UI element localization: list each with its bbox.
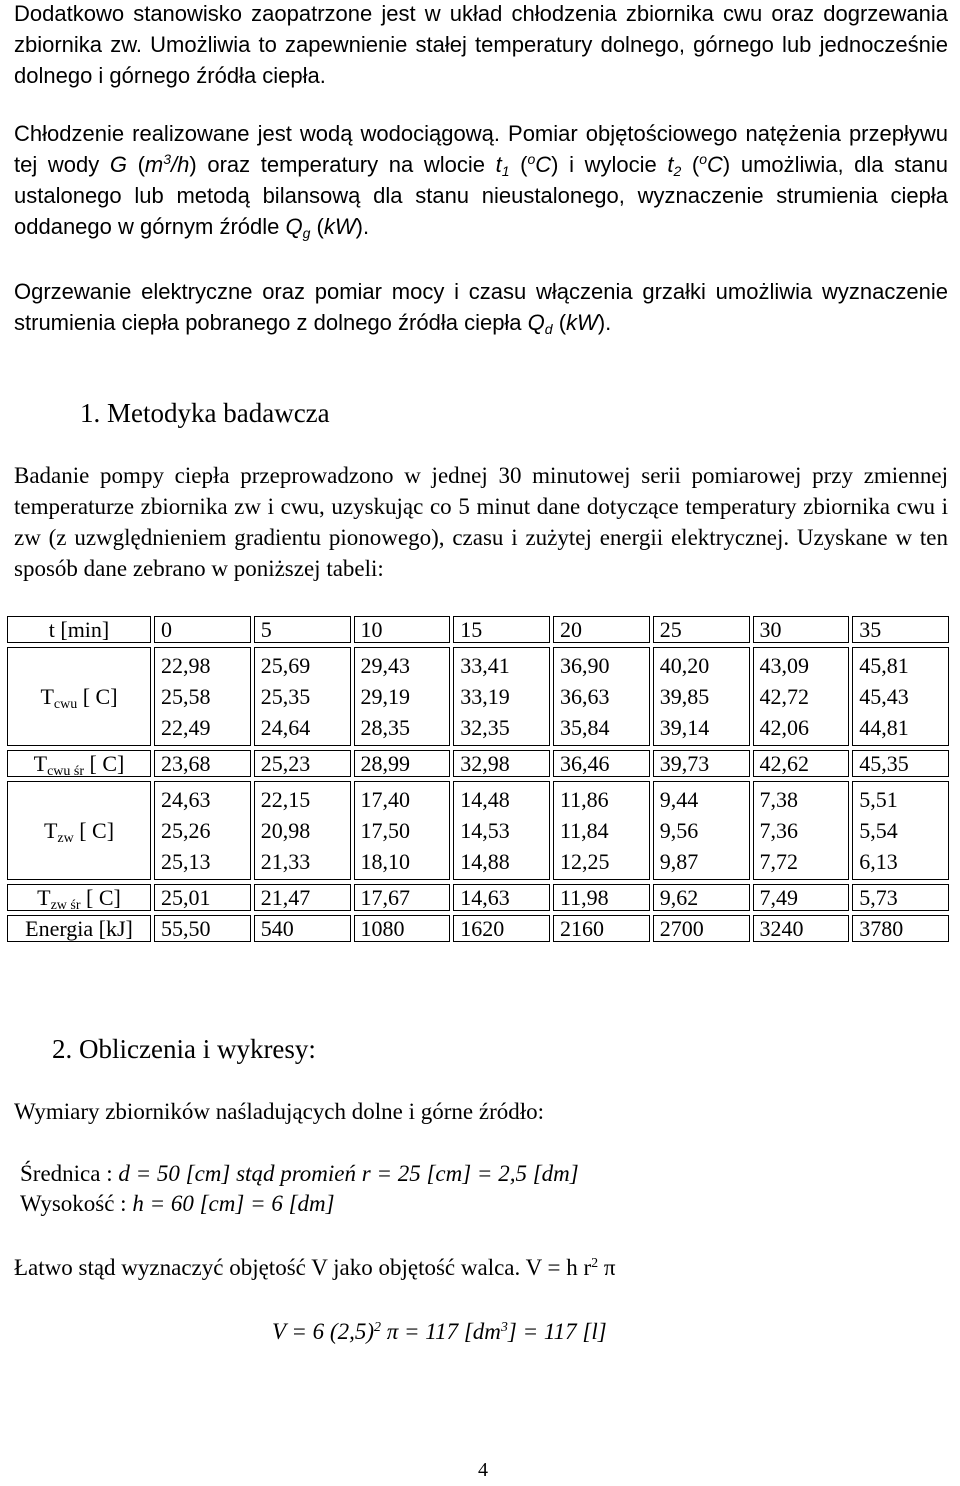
value: 22,49 <box>161 715 211 740</box>
value: 14,88 <box>460 849 510 874</box>
cell-tzwsr-6: 7,49 <box>753 884 850 911</box>
value: 45,43 <box>859 684 909 709</box>
page-number: 4 <box>478 1459 488 1481</box>
value: 22,15 <box>260 787 311 812</box>
text: ( <box>126 152 145 177</box>
cell-tcwu-6 <box>753 647 850 746</box>
value: 20,98 <box>260 818 311 843</box>
dim-value: d = 50 [cm] stąd promień r = 25 [cm] = 2,5 [dm] <box>118 1161 579 1186</box>
value: 25,13 <box>161 849 211 874</box>
row-label-time: t [min] <box>7 616 151 643</box>
cell-tzw-7 <box>852 781 949 880</box>
cell-tzwsr-0: 25,01 <box>154 884 251 911</box>
value: 36,63 <box>560 684 610 709</box>
label-unit: [ C] <box>80 885 121 910</box>
heading-methodology: 1. Metodyka badawcza <box>80 398 330 428</box>
cell-tcwusr-6: 42,62 <box>753 750 850 777</box>
value: 25,58 <box>161 684 211 709</box>
pi-symbol: π <box>598 1255 616 1280</box>
value: 39,14 <box>659 715 710 740</box>
symbol-g: G <box>109 152 127 177</box>
dim-height <box>20 1188 335 1219</box>
unit-c: C <box>535 152 552 177</box>
value: 9,44 <box>659 787 699 812</box>
symbol-qg: Q <box>285 214 303 239</box>
value: 40,20 <box>659 653 710 678</box>
cell-tcwusr-2: 28,99 <box>354 750 451 777</box>
dim-value: h = 60 [cm] = 6 [dm] <box>132 1191 335 1216</box>
paragraph-cooling-setup: Dodatkowo stanowisko zaopatrzone jest w układ chłodzenia zbiornika cwu oraz dogrzewania zbiornika zw. Umożliwia to zapewnienie stałej temperatury dolnego, górnego lub jednocześnie dolnego i górnego źródła ciepła. <box>14 1 948 88</box>
text: ( <box>681 152 700 177</box>
cell-energy-4: 2160 <box>553 915 650 942</box>
text: ) umożliwia, dla stanu ustalonego lub metodą bilansową dla stanu nieustalonego, wyznaczenie strumienia ciepła oddanego w górnym źródle <box>14 152 948 239</box>
value: 32,35 <box>460 715 510 740</box>
cell-t-2: 10 <box>354 616 451 643</box>
cell-energy-0: 55,50 <box>154 915 251 942</box>
cell-t-1: 5 <box>254 616 351 643</box>
label-sub: cwu śr <box>47 764 85 779</box>
text: ] = 117 [l] <box>507 1319 607 1344</box>
dims-intro: Wymiary zbiorników naśladujących dolne i górne źródło: <box>14 1099 545 1124</box>
cell-tzwsr-5: 9,62 <box>653 884 750 911</box>
unit-kw: kW <box>566 310 598 335</box>
value: 43,09 <box>759 653 809 678</box>
paragraph-methodology: Badanie pompy ciepła przeprowadzono w jednej 30 minutowej serii pomiarowej przy zmiennej temperaturze zbiornika zw i cwu, uzyskując co 5 minut dane dotyczące temperatury zbiornika cwu i zw (z uzwględnieniem gradientu pionowego), czasu i zużytej energii elektrycznej. Uzyskane w ten sposób dane zebrano w poniższej tabeli: <box>14 463 948 581</box>
cell-tcwu-5 <box>653 647 750 746</box>
cell-tcwusr-3: 32,98 <box>453 750 550 777</box>
value: 17,50 <box>360 818 410 843</box>
sub-d: d <box>544 321 553 337</box>
value: 29,43 <box>360 653 410 678</box>
text: ) i wylocie <box>551 152 668 177</box>
unit-kw: kW <box>323 214 356 239</box>
sup-2: 2 <box>591 1256 599 1271</box>
cell-tcwu-2 <box>354 647 451 746</box>
value: 25,35 <box>260 684 311 709</box>
value: 35,84 <box>560 715 610 740</box>
text: π = 117 [dm <box>380 1319 501 1344</box>
sup-3: 3 <box>163 151 172 167</box>
value: 11,86 <box>560 787 609 812</box>
table-row-tzwsr <box>7 884 949 911</box>
sub-2: 2 <box>673 163 682 179</box>
table-row-time <box>7 616 949 643</box>
value: 7,72 <box>759 849 798 874</box>
cell-tcwusr-7: 45,35 <box>852 750 949 777</box>
value: 5,54 <box>859 818 898 843</box>
sup-3: 3 <box>500 1320 508 1335</box>
value: 25,69 <box>260 653 311 678</box>
value: 14,48 <box>460 787 510 812</box>
symbol-t1: t <box>495 152 502 177</box>
row-label-tzw <box>7 781 151 880</box>
value: 42,06 <box>759 715 809 740</box>
cell-tzwsr-3: 14,63 <box>453 884 550 911</box>
label-unit: [ C] <box>73 818 115 843</box>
cell-tzw-5 <box>653 781 750 880</box>
value: 33,41 <box>460 653 510 678</box>
value: 29,19 <box>360 684 410 709</box>
table-row-energy <box>7 915 949 942</box>
dim-label: Średnica : <box>20 1161 119 1186</box>
label-sub: cwu <box>53 697 78 712</box>
cell-energy-3: 1620 <box>453 915 550 942</box>
symbol-t2: t <box>667 152 674 177</box>
cell-tzw-3 <box>453 781 550 880</box>
text: ). <box>597 310 612 335</box>
value: 9,87 <box>659 849 699 874</box>
paragraph-heating <box>14 276 948 338</box>
cell-t-5: 25 <box>653 616 750 643</box>
dim-label: Wysokość : <box>20 1191 133 1216</box>
cell-tzw-4 <box>553 781 650 880</box>
value: 28,35 <box>360 715 410 740</box>
sup-2: 2 <box>373 1320 381 1335</box>
sub-1: 1 <box>501 163 510 179</box>
value: 7,36 <box>759 818 798 843</box>
row-label-tcwu <box>7 647 151 746</box>
value: 18,10 <box>360 849 410 874</box>
cell-t-7: 35 <box>852 616 949 643</box>
cell-tcwu-1 <box>254 647 351 746</box>
cell-tcwusr-5: 39,73 <box>653 750 750 777</box>
sup-o: o <box>699 151 708 167</box>
value: 44,81 <box>859 715 909 740</box>
unit-c: C <box>707 152 723 177</box>
cell-t-0: 0 <box>154 616 251 643</box>
cell-tcwusr-0: 23,68 <box>154 750 251 777</box>
value: 21,33 <box>260 849 311 874</box>
cell-tcwu-3 <box>453 647 550 746</box>
paragraph-cooling <box>14 118 948 242</box>
value: 42,72 <box>759 684 809 709</box>
value: 39,85 <box>659 684 710 709</box>
row-label-energy: Energia [kJ] <box>7 915 151 942</box>
cell-t-6: 30 <box>753 616 850 643</box>
cell-t-3: 15 <box>453 616 550 643</box>
cell-t-4: 20 <box>553 616 650 643</box>
label-unit: [ C] <box>84 751 125 776</box>
measurement-table <box>4 612 952 946</box>
cell-tzwsr-7: 5,73 <box>852 884 949 911</box>
sub-g: g <box>302 225 311 241</box>
row-label-tcwusr <box>7 750 151 777</box>
cell-tzwsr-2: 17,67 <box>354 884 451 911</box>
cell-tcwusr-1: 25,23 <box>254 750 351 777</box>
heading-calculations: 2. Obliczenia i wykresy: <box>52 1034 316 1064</box>
value: 7,38 <box>759 787 798 812</box>
value: 25,26 <box>161 818 211 843</box>
label-t: T <box>40 684 54 709</box>
cell-tcwu-7 <box>852 647 949 746</box>
cell-energy-2: 1080 <box>354 915 451 942</box>
cell-tzw-1 <box>254 781 351 880</box>
value: 12,25 <box>560 849 610 874</box>
label-unit: [ C] <box>77 684 118 709</box>
table-row-tzw <box>7 781 949 880</box>
label-t: T <box>43 818 58 843</box>
text: ). <box>355 214 370 239</box>
text: ) oraz temperatury na wlocie <box>189 152 496 177</box>
cell-tzwsr-4: 11,98 <box>553 884 650 911</box>
unit-m: m <box>144 152 164 177</box>
cell-tzw-2 <box>354 781 451 880</box>
value: 17,40 <box>360 787 410 812</box>
dim-diameter <box>20 1158 579 1189</box>
value: 5,51 <box>859 787 898 812</box>
unit-h: /h <box>171 152 190 177</box>
table-row-tcwusr <box>7 750 949 777</box>
volume-formula <box>14 1252 616 1283</box>
label-t: T <box>37 885 51 910</box>
cell-tzwsr-1: 21,47 <box>254 884 351 911</box>
value: 24,64 <box>260 715 311 740</box>
sup-o: o <box>527 151 536 167</box>
cell-energy-6: 3240 <box>753 915 850 942</box>
cell-energy-5: 2700 <box>653 915 750 942</box>
cell-tzw-6 <box>753 781 850 880</box>
label-t: T <box>33 751 48 776</box>
symbol-qd: Q <box>527 310 545 335</box>
value: 9,56 <box>659 818 699 843</box>
cell-energy-1: 540 <box>254 915 351 942</box>
row-label-tzwsr <box>7 884 151 911</box>
label-sub: zw <box>57 831 74 846</box>
cell-tcwu-4 <box>553 647 650 746</box>
cell-energy-7: 3780 <box>852 915 949 942</box>
text: Łatwo stąd wyznaczyć objętość V jako objętość walca. V = h r <box>14 1255 592 1280</box>
value: 6,13 <box>859 849 898 874</box>
value: 24,63 <box>161 787 211 812</box>
text: Ogrzewanie elektryczne oraz pomiar mocy i czasu włączenia grzałki umożliwia wyznaczenie strumienia ciepła pobranego z dolnego źródła ciepła <box>14 279 948 335</box>
value: 11,84 <box>560 818 609 843</box>
text: ( <box>310 214 324 239</box>
volume-calculation <box>272 1316 607 1347</box>
value: 45,81 <box>859 653 909 678</box>
cell-tzw-0 <box>154 781 251 880</box>
value: 33,19 <box>460 684 510 709</box>
text: Chłodzenie realizowane jest wodą wodociągową. Pomiar objętościowego natężenia przepływu tej wody <box>14 121 948 177</box>
text: ( <box>552 310 567 335</box>
table-row-tcwu <box>7 647 949 746</box>
label-sub: zw śr <box>50 898 81 913</box>
cell-tcwusr-4: 36,46 <box>553 750 650 777</box>
value: 14,53 <box>460 818 510 843</box>
cell-tcwu-0 <box>154 647 251 746</box>
text: V = 6 (2,5) <box>272 1319 374 1344</box>
value: 36,90 <box>560 653 610 678</box>
text: ( <box>509 152 528 177</box>
value: 22,98 <box>161 653 211 678</box>
